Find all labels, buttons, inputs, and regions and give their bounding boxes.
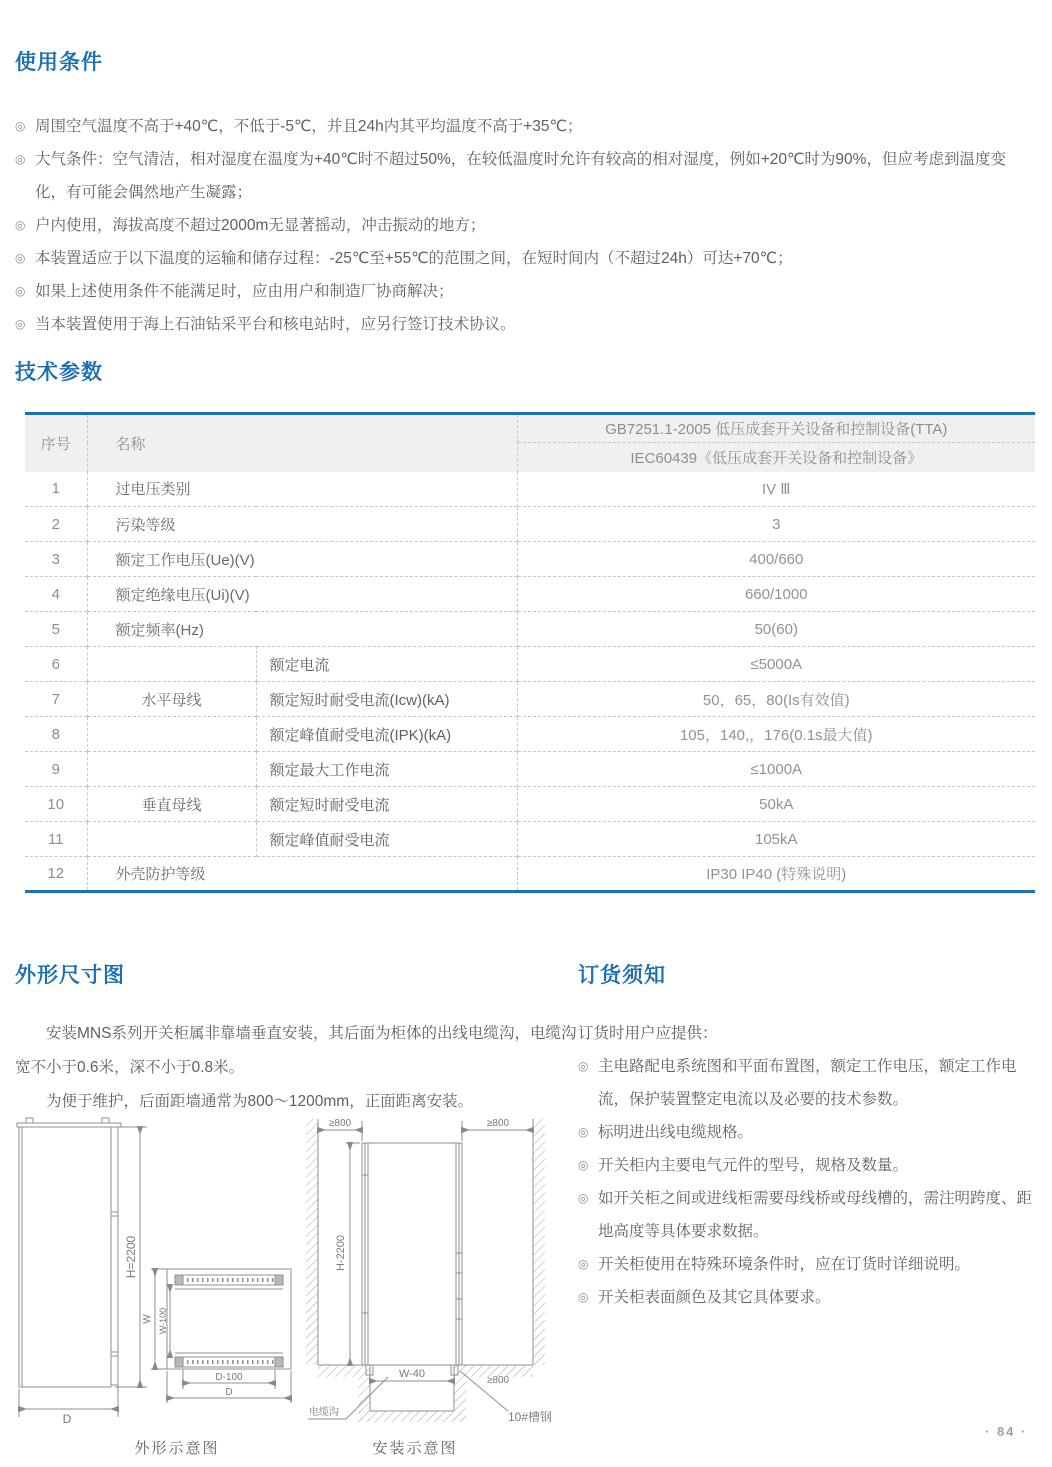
row-no: 7 [25,682,87,717]
row-name: 污染等级 [87,507,517,542]
dim-label-d-side: D [62,1412,72,1426]
row-subname: 额定最大工作电流 [256,752,517,787]
table-row [25,542,1035,577]
list-item-text: 如开关柜之间或进线柜需要母线桥或母线槽的，需注明跨度、距地高度等具体要求数据。 [598,1190,1033,1240]
row-no: 8 [25,717,87,752]
label-cable-trench: 电缆沟 [309,1407,339,1418]
list-item [578,1281,1035,1314]
table-row [25,787,1035,822]
ordering-intro: 订货时用户应提供： [578,1025,718,1042]
list-item [578,1116,1035,1149]
row-value: 105，140,，176(0.1s最大值) [517,717,1035,752]
outline-drawing [7,1117,307,1435]
technical-parameters-table [25,412,1035,893]
row-value: ≤1000A [517,752,1035,787]
row-no: 12 [25,857,87,892]
bottom-section [0,893,1052,1467]
outline-paragraph-1: 安装MNS系列开关柜属非靠墙垂直安装，其后面为柜体的出线电缆沟，电缆沟宽不小于0.6米，深不小于0.8米。 [15,1025,577,1076]
table-row [25,647,1035,682]
row-value: 105kA [517,822,1035,857]
table-row [25,857,1035,892]
row-subname: 额定峰值耐受电流 [256,822,517,857]
ring-bullet-icon: ◎ [578,1191,589,1205]
row-group [87,647,256,682]
dim-label-w-inner: W-100 [158,1307,168,1335]
list-item [15,308,1035,341]
list-item [15,110,1035,143]
row-subname: 额定短时耐受电流(Icw)(kA) [256,682,517,717]
list-item [578,1248,1035,1281]
ring-bullet-icon: ◎ [578,1257,589,1271]
list-item-text: 户内使用，海拔高度不超过2000m无显著摇动，冲击振动的地方； [35,217,486,234]
list-item-text: 周围空气温度不高于+40℃，不低于-5℃，并且24h内其平均温度不高于+35℃； [35,118,583,135]
row-value: 400/660 [517,542,1035,577]
row-no: 9 [25,752,87,787]
row-subname: 额定峰值耐受电流(IPK)(kA) [256,717,517,752]
row-value: 3 [517,507,1035,542]
label-channel-steel: 10#槽钢 [508,1410,553,1424]
dim-label-d-inner: D-100 [215,1372,243,1383]
dim-label-h-install: H-2200 [335,1234,347,1272]
row-value: 50kA [517,787,1035,822]
list-item-text: 标明进出线电缆规格。 [598,1124,754,1141]
table-row [25,752,1035,787]
column-header-name: 名称 [87,414,517,472]
section-usage-conditions [0,0,1052,341]
dim-label-h-outline: H=2200 [124,1235,138,1279]
row-value: 660/1000 [517,577,1035,612]
row-value: 50，65，80(Is有效值) [517,682,1035,717]
row-name: 额定频率(Hz) [87,612,517,647]
row-subname: 额定电流 [256,647,517,682]
dim-label-gap-bottom: ≥800 [486,1375,510,1386]
row-subname: 额定短时耐受电流 [256,787,517,822]
technical-parameters-title: 技术参数 [15,361,103,384]
column-header-no: 序号 [25,414,87,472]
usage-conditions-list [15,110,1035,341]
list-item-text: 大气条件：空气清洁，相对湿度在温度为+40℃时不超过50%，在较低温度时允许有较高的相对湿度，例如+20℃时为90%，但应考虑到温度变化，有可能会偶然地产生凝露； [35,151,1006,201]
ring-bullet-icon: ◎ [15,119,26,133]
table-row [25,472,1035,507]
row-no: 3 [25,542,87,577]
row-group [87,717,256,752]
list-item-text: 当本装置使用于海上石油钻采平台和核电站时，应另行签订技术协议。 [35,316,516,333]
column-header-standard-gb: GB7251.1-2005 低压成套开关设备和控制设备(TTA) [517,414,1035,443]
caption-outline-diagram: 外形示意图 [134,1440,220,1457]
ring-bullet-icon: ◎ [578,1158,589,1172]
dim-label-gap-right: ≥800 [486,1118,510,1129]
list-item-text: 开关柜内主要电气元件的型号，规格及数量。 [598,1157,909,1174]
row-group: 垂直母线 [87,787,256,822]
section-technical-parameters [0,341,1052,893]
list-item [578,1149,1035,1182]
list-item [15,242,1035,275]
diagrams-area [15,1119,578,1467]
table-row [25,577,1035,612]
caption-install-diagram: 安装示意图 [372,1440,458,1457]
list-item [578,1050,1035,1116]
row-no: 1 [25,472,87,507]
page-number: · 84 · [985,1424,1028,1439]
row-name: 过电压类别 [87,472,517,507]
ring-bullet-icon: ◎ [578,1059,589,1073]
table-row [25,507,1035,542]
dim-label-w-bottom: W-40 [398,1368,426,1380]
ring-bullet-icon: ◎ [15,317,26,331]
table-row [25,822,1035,857]
usage-conditions-title: 使用条件 [15,51,103,74]
table-header [25,414,1035,472]
row-name: 外壳防护等级 [87,857,517,892]
row-value: IP30 IP40 (特殊说明) [517,857,1035,892]
outline-paragraph-2: 为便于维护，后面距墙通常为800～1200mm，正面距离安装。 [46,1093,474,1110]
table-row [25,717,1035,752]
row-no: 11 [25,822,87,857]
row-name: 额定工作电压(Ue)(V) [87,542,517,577]
list-item [15,143,1035,209]
list-item-text: 开关柜使用在特殊环境条件时，应在订货时详细说明。 [598,1256,971,1273]
section-outline-dimensions [15,959,578,1467]
row-no: 10 [25,787,87,822]
ring-bullet-icon: ◎ [15,152,26,166]
row-group: 水平母线 [87,682,256,717]
row-group [87,822,256,857]
dim-label-w: W [142,1314,153,1324]
ring-bullet-icon: ◎ [15,251,26,265]
row-value: IV Ⅲ [761,480,791,498]
ordering-notes-list [578,1050,1035,1314]
row-value: ≤5000A [517,647,1035,682]
dim-label-d-top: D [225,1387,233,1398]
row-no: 4 [25,577,87,612]
ring-bullet-icon: ◎ [15,218,26,232]
row-no: 2 [25,507,87,542]
list-item-text: 主电路配电系统图和平面布置图，额定工作电压，额定工作电流，保护装置整定电流以及必要的技术参数。 [598,1058,1017,1108]
row-no: 6 [25,647,87,682]
list-item-text: 如果上述使用条件不能满足时，应由用户和制造厂协商解决； [35,283,454,300]
list-item [15,209,1035,242]
outline-dimensions-title: 外形尺寸图 [15,964,125,987]
dim-label-gap-left: ≥800 [328,1118,352,1129]
ring-bullet-icon: ◎ [15,284,26,298]
list-item [578,1182,1035,1248]
ring-bullet-icon: ◎ [578,1290,589,1304]
section-ordering-notes [578,959,1035,1467]
column-header-standard-iec: IEC60439《低压成套开关设备和控制设备》 [517,443,1035,472]
row-group [87,752,256,787]
row-no: 5 [25,612,87,647]
row-value: 50(60) [517,612,1035,647]
list-item-text: 本装置适应于以下温度的运输和储存过程：-25℃至+55℃的范围之间，在短时间内（不超过24h）可达+70℃； [35,250,793,267]
ring-bullet-icon: ◎ [578,1125,589,1139]
table-row [25,612,1035,647]
list-item-text: 开关柜表面颜色及其它具体要求。 [598,1289,831,1306]
table-row [25,682,1035,717]
ordering-notes-title: 订货须知 [578,964,666,987]
list-item [15,275,1035,308]
installation-drawing [302,1113,562,1461]
row-name: 额定绝缘电压(Ui)(V) [87,577,517,612]
